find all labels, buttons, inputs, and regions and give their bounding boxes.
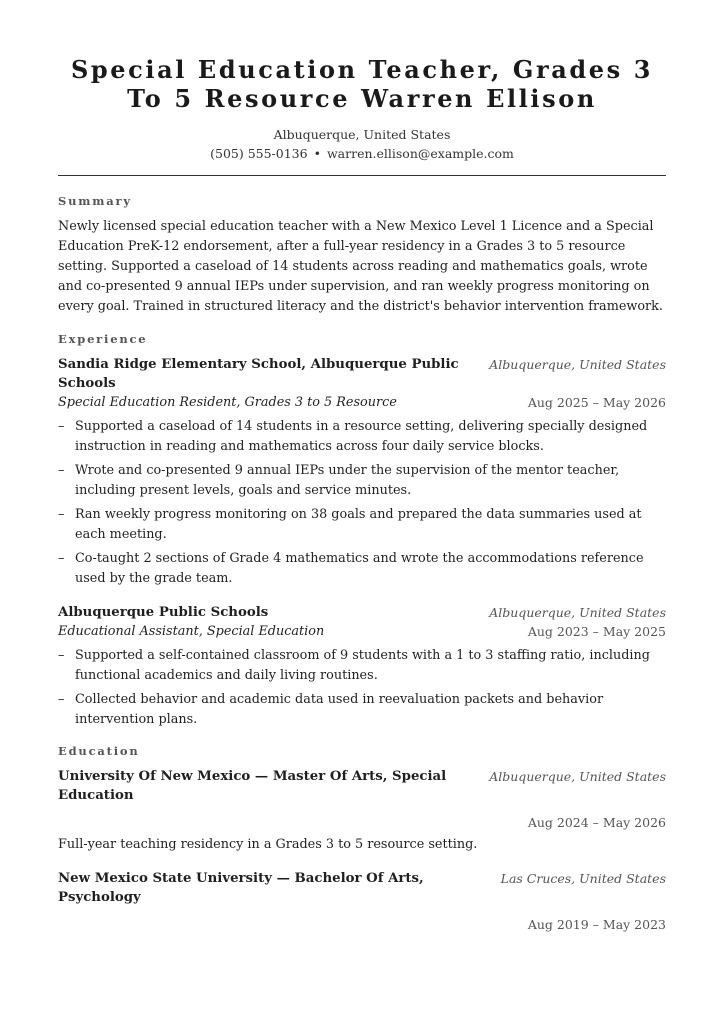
school-location: Las Cruces, United States: [500, 871, 666, 886]
employer-location: Albuquerque, United States: [489, 357, 666, 372]
education-dates: Aug 2019 – May 2023: [527, 917, 666, 932]
candidate-name: Special Education Teacher, Grades 3 To 5 Resource Warren Ellison: [70, 55, 653, 113]
contact-line: [58, 144, 666, 163]
summary-text: Newly licensed special education teacher with a New Mexico Level 1 Licence and a Special Education PreK-12 endorsement, after a full-year residency in a Grades 3 to 5 resource setting. Supported a caseload of 14 students across reading and mathematics goals, wrote and co-presented 9 annual IEPs under supervision, and ran weekly progress monitoring on every goal. Trained in structured literacy and the district's behavior intervention framework.: [58, 219, 663, 314]
job-bullet: [58, 461, 666, 501]
contact-phone: (505) 555-0136: [210, 146, 308, 161]
employer-name: Sandia Ridge Elementary School, Albuquerque Public Schools: [58, 357, 459, 391]
experience-entry: [58, 603, 666, 730]
summary-heading: Summary: [58, 194, 132, 208]
job-title: Special Education Resident, Grades 3 to 5 Resource: [58, 395, 397, 410]
experience-heading: Experience: [58, 332, 148, 346]
bullet-marker: –: [58, 648, 65, 663]
job-dates: Aug 2025 – May 2026: [527, 395, 666, 410]
contact-location: Albuquerque, United States: [273, 127, 451, 142]
bullet-text: Ran weekly progress monitoring on 38 goals and prepared the data summaries used at each meeting.: [75, 507, 642, 542]
employer-location: Albuquerque, United States: [489, 605, 666, 620]
job-dates: Aug 2023 – May 2025: [527, 624, 666, 639]
bullet-text: Collected behavior and academic data used in reevaluation packets and behavior intervention plans.: [75, 692, 604, 727]
degree-name: New Mexico State University — Bachelor Of Arts, Psychology: [58, 871, 424, 905]
contact-separator: •: [313, 146, 321, 161]
bullet-text: Co-taught 2 sections of Grade 4 mathematics and wrote the accommodations reference used by the grade team.: [75, 551, 644, 586]
bullet-marker: –: [58, 551, 65, 566]
bullet-text: Supported a self-contained classroom of 9 students with a 1 to 3 staffing ratio, including functional academics and daily living routines.: [75, 648, 650, 683]
contact-email[interactable]: warren.ellison@example.com: [326, 146, 514, 161]
education-note: Full-year teaching residency in a Grades 3 to 5 resource setting.: [58, 837, 478, 852]
degree-name: University Of New Mexico — Master Of Arts, Special Education: [58, 769, 447, 803]
job-bullets: [58, 417, 666, 589]
job-bullets: [58, 646, 666, 730]
bullet-text: Wrote and co-presented 9 annual IEPs under the supervision of the mentor teacher, including present levels, goals and service minutes.: [75, 463, 620, 498]
job-bullet: [58, 549, 666, 589]
bullet-text: Supported a caseload of 14 students in a resource setting, delivering specially designed instruction in reading and mathematics across four daily service blocks.: [75, 419, 648, 454]
education-entry: [58, 869, 666, 934]
resume-header: [58, 55, 666, 163]
job-bullet: [58, 505, 666, 545]
header-divider: [58, 175, 666, 176]
bullet-marker: –: [58, 419, 65, 434]
contact-block: [58, 125, 666, 163]
employer-name: Albuquerque Public Schools: [58, 605, 269, 620]
job-bullet: [58, 646, 666, 686]
school-location: Albuquerque, United States: [489, 769, 666, 784]
bullet-marker: –: [58, 463, 65, 478]
summary-section: [58, 194, 666, 317]
job-bullet: [58, 690, 666, 730]
job-bullet: [58, 417, 666, 457]
education-dates: Aug 2024 – May 2026: [527, 815, 666, 830]
experience-entry: [58, 355, 666, 589]
education-entry: [58, 767, 666, 855]
education-section: [58, 744, 666, 934]
bullet-marker: –: [58, 692, 65, 707]
job-title: Educational Assistant, Special Education: [58, 624, 325, 639]
education-heading: Education: [58, 744, 140, 758]
experience-section: [58, 332, 666, 730]
resume-body: [58, 194, 666, 948]
bullet-marker: –: [58, 507, 65, 522]
